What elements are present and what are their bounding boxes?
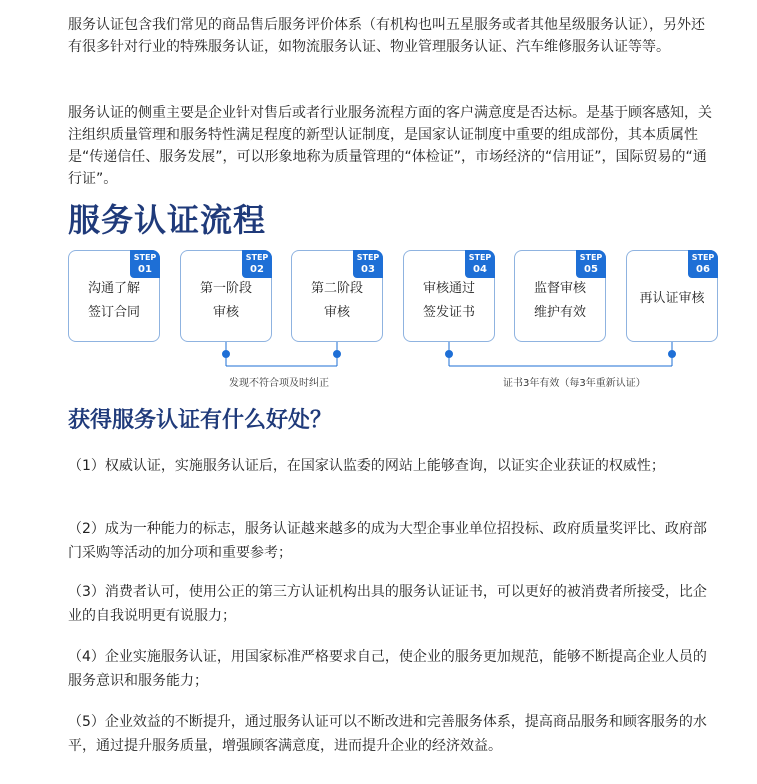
- step-badge: STEP 02: [242, 250, 272, 278]
- benefit-item-4: （4）企业实施服务认证，用国家标准严格要求自己，使企业的服务更加规范，能够不断提高企业人员的服务意识和服务能力；: [68, 649, 707, 689]
- step-label: 沟通了解 签订合同: [87, 281, 140, 320]
- step-card-4: [403, 250, 495, 342]
- intro-paragraph-1: 服务认证包含我们常见的商品售后服务评价体系（有机构也叫五星服务或者其他星级服务认证），另外还有很多针对行业的特殊服务认证，如物流服务认证、物业管理服务认证、汽车维修服务认证等等。: [68, 17, 705, 55]
- step-card-5: [514, 250, 606, 342]
- step-label: 监督审核 维护有效: [533, 281, 586, 320]
- benefit-item-1: （1）权威认证，实施服务认证后，在国家认监委的网站上能够查询，以证实企业获证的权威性；: [68, 458, 665, 474]
- dot-icon: [334, 351, 341, 358]
- step-card-3: [291, 250, 383, 342]
- step-badge: STEP 04: [465, 250, 495, 278]
- step-card-6: [626, 250, 718, 342]
- step-label: 再认证审核: [639, 291, 705, 306]
- bracket-right: [446, 342, 676, 366]
- note-correction: 发现不符合项及时纠正: [229, 378, 329, 389]
- benefit-item-3: （3）消费者认可，使用公正的第三方认证机构出具的服务认证证书，可以更好的被消费者所接受，比企业的自我说明更有说服力；: [68, 584, 707, 624]
- step-label: 第一阶段 审核: [199, 281, 252, 320]
- step-badge: STEP 01: [130, 250, 160, 278]
- dot-icon: [446, 351, 453, 358]
- dot-icon: [223, 351, 230, 358]
- step-card-1: [68, 250, 160, 342]
- dot-icon: [669, 351, 676, 358]
- bracket-left: [223, 342, 341, 366]
- benefit-item-5: （5）企业效益的不断提升，通过服务认证可以不断改进和完善服务体系，提高商品服务和顾客服务的水平，通过提升服务质量，增强顾客满意度，进而提升企业的经济效益。: [68, 714, 707, 754]
- process-title: 服务认证流程: [68, 201, 267, 239]
- step-label: 第二阶段 审核: [310, 281, 363, 320]
- step-badge: STEP 06: [688, 250, 718, 278]
- step-label: 审核通过 签发证书: [422, 281, 475, 320]
- note-validity: 证书3年有效（每3年重新认证）: [503, 378, 646, 389]
- step-badge: STEP 03: [353, 250, 383, 278]
- intro-paragraph-2: 服务认证的侧重主要是企业针对售后或者行业服务流程方面的客户满意度是否达标。是基于顾客感知，关注组织质量管理和服务特性满足程度的新型认证制度，是国家认证制度中重要的组成部份，其本质属性是“传递信任、服务发展”，可以形象地称为质量管理的“体检证”，市场经济的“信用证”，国际贸易的“通行证”。: [68, 105, 712, 187]
- benefits-title: 获得服务认证有什么好处？: [68, 408, 333, 433]
- step-badge: STEP 05: [576, 250, 606, 278]
- step-card-2: [180, 250, 272, 342]
- benefit-item-2: （2）成为一种能力的标志，服务认证越来越多的成为大型企事业单位招投标、政府质量奖评比、政府部门采购等活动的加分项和重要参考；: [68, 521, 707, 561]
